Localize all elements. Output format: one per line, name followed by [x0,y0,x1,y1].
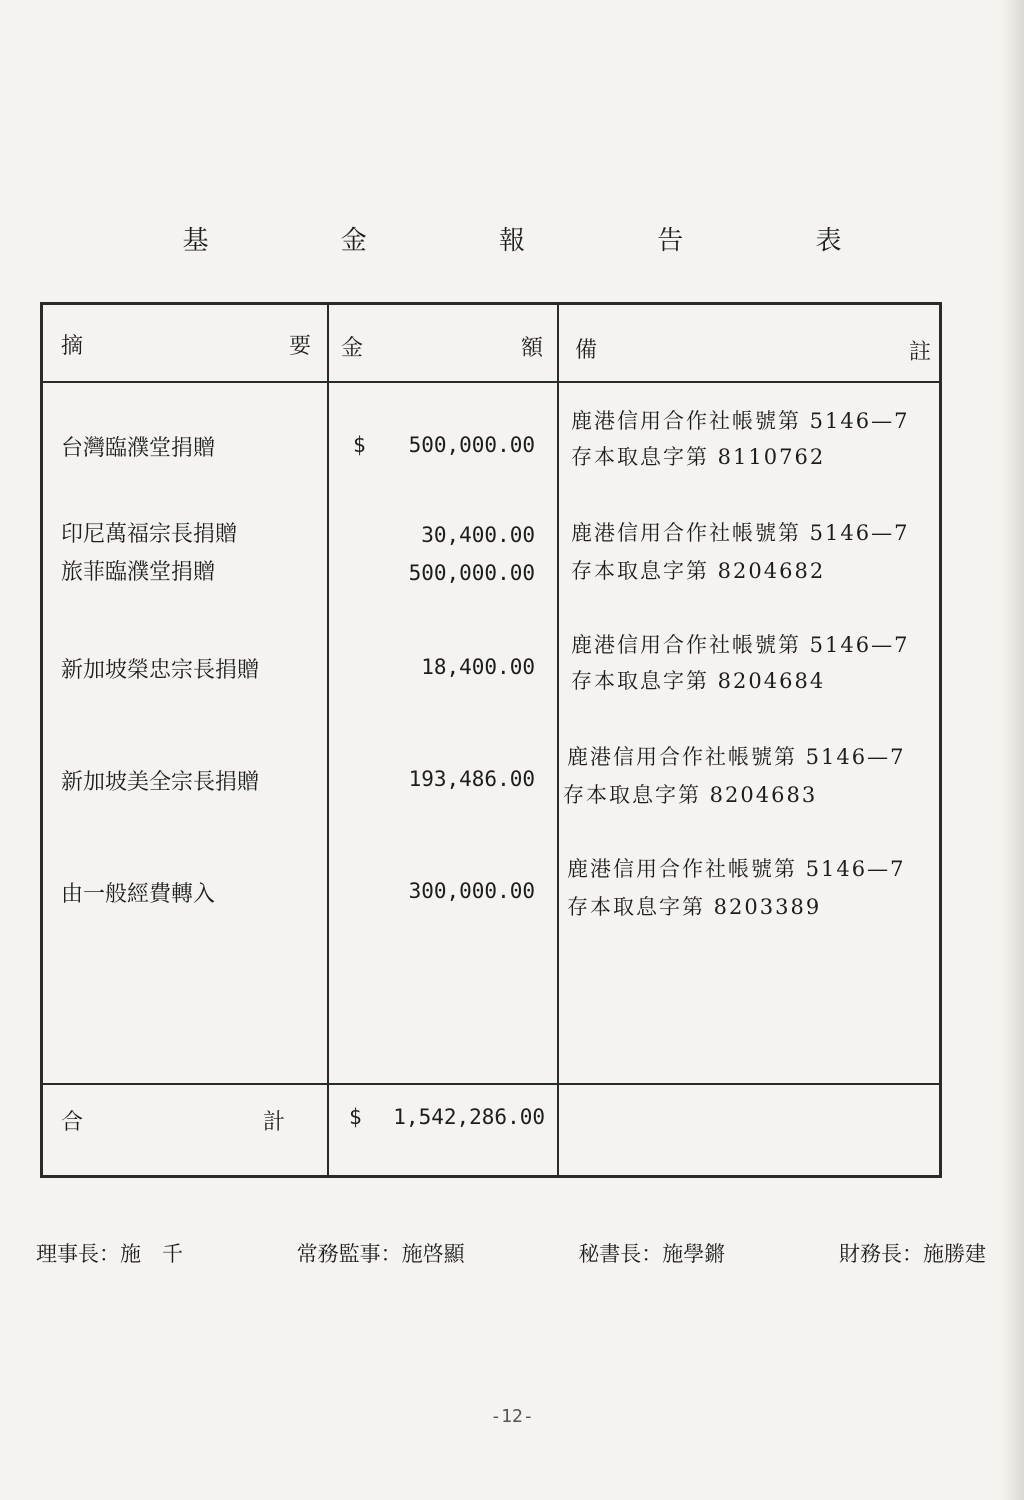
total-amount: 1,542,286.00 [393,1105,545,1129]
row-item: 台灣臨濮堂捐贈 [61,436,216,461]
page-number: -12- [490,1406,534,1427]
row-currency: $ [353,433,366,457]
row-remark-line: 鹿港信用合作社帳號第 5146—7 [571,521,910,545]
column-divider [557,305,559,1175]
row-item: 印尼萬福宗長捐贈 [61,522,238,547]
supervisor-signature: 常務監事：施啓顯 [296,1242,465,1266]
column-divider [327,305,329,1175]
row-amount: 500,000.00 [408,561,535,585]
row-remark-line: 存本取息字第 8110762 [571,445,826,469]
row-amount: 18,400.00 [421,655,535,679]
row-remark-line: 鹿港信用合作社帳號第 5146—7 [567,745,906,769]
row-amount: 300,000.00 [408,879,535,903]
row-item: 新加坡美全宗長捐贈 [61,770,260,795]
fund-report-table [40,302,942,1178]
row-remark-line: 鹿港信用合作社帳號第 5146—7 [571,409,910,433]
treasurer-signature: 財務長：施勝建 [838,1242,986,1266]
header-divider [43,381,939,383]
row-amount: 500,000.00 [408,433,535,457]
total-label-right: 計 [263,1110,286,1135]
header-remark-left: 備 [575,338,598,363]
header-remark-right: 註 [909,340,932,365]
row-amount: 30,400.00 [421,523,535,547]
header-summary-left: 摘 [61,334,84,359]
secretary-signature: 秘書長：施學鏘 [578,1242,726,1266]
row-remark-line: 存本取息字第 8204683 [563,783,818,807]
total-currency: $ [349,1105,362,1129]
header-summary-right: 要 [289,334,312,359]
header-amount-left: 金 [341,336,364,361]
header-amount-right: 額 [521,336,544,361]
chairman-signature: 理事長：施 千 [36,1242,183,1266]
row-item: 新加坡榮忠宗長捐贈 [61,658,260,683]
row-remark-line: 存本取息字第 8203389 [567,895,822,919]
row-item: 旅菲臨濮堂捐贈 [61,560,216,585]
row-item: 由一般經費轉入 [61,882,216,907]
report-title: 基 金 報 告 表 [182,226,904,256]
row-remark-line: 鹿港信用合作社帳號第 5146—7 [571,633,910,657]
row-remark-line: 存本取息字第 8204682 [571,559,826,583]
total-label-left: 合 [61,1110,84,1135]
row-remark-line: 鹿港信用合作社帳號第 5146—7 [567,857,906,881]
signature-line [36,1238,986,1268]
row-amount: 193,486.00 [408,767,535,791]
total-divider [43,1083,939,1085]
row-remark-line: 存本取息字第 8204684 [571,669,826,693]
